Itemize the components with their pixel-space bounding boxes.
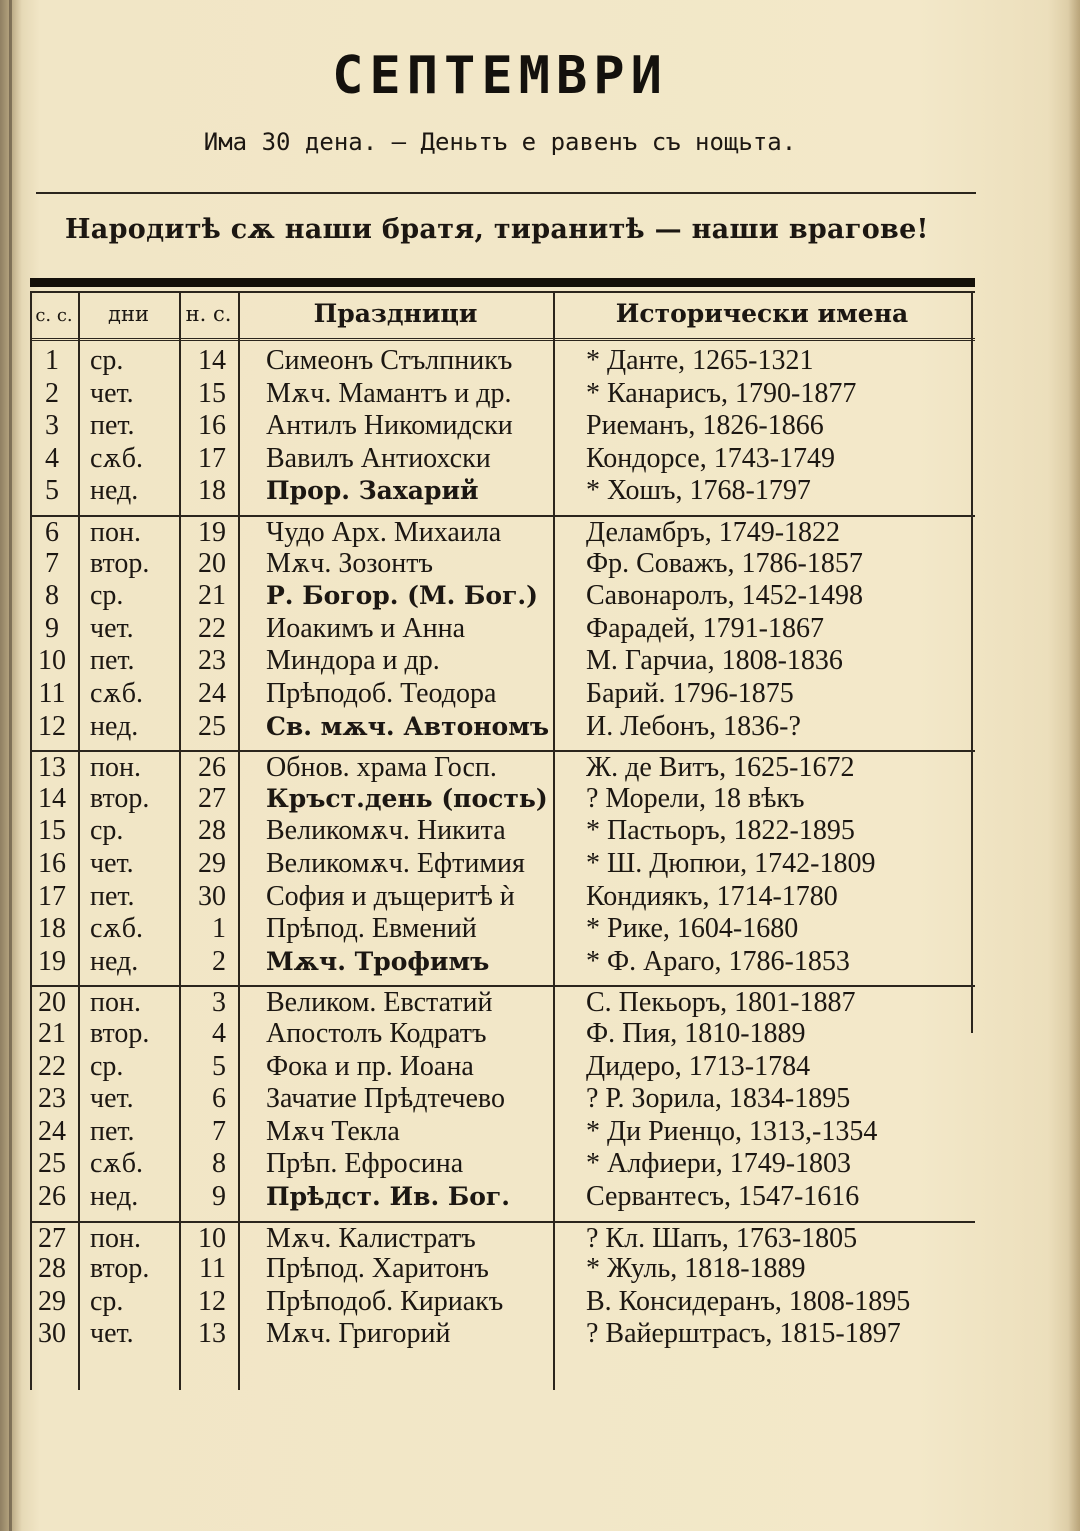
table-row	[30, 985, 975, 1019]
row-date: 7	[212, 1115, 226, 1147]
row-day: пон.	[90, 987, 141, 1019]
row-feast: Зачатие Прѣдтечево	[266, 1083, 505, 1115]
row-history: Барий. 1796-1875	[586, 678, 794, 709]
table-row	[30, 1051, 975, 1083]
table-row	[30, 1286, 975, 1318]
table-row	[30, 1148, 975, 1180]
row-num: 13	[38, 752, 66, 784]
row-history: И. Лебонъ, 1836-?	[586, 710, 801, 742]
row-history: * Жуль, 1818-1889	[586, 1253, 806, 1285]
row-day: нед.	[90, 945, 139, 977]
row-num: 5	[45, 475, 59, 507]
row-history: Савонаролъ, 1452-1498	[586, 580, 863, 612]
row-day: сѫб.	[90, 442, 144, 474]
header-num: с. с.	[35, 305, 73, 326]
row-history: Ф. Пия, 1810-1889	[586, 1018, 806, 1049]
row-day: чет.	[90, 1318, 134, 1350]
row-num: 25	[38, 1148, 66, 1180]
row-feast: Р. Богор. (М. Бог.)	[266, 581, 538, 611]
table-row	[30, 1318, 975, 1350]
row-feast: Мѫч. Зозонтъ	[266, 547, 433, 579]
row-num: 28	[38, 1253, 66, 1285]
row-num: 26	[38, 1181, 66, 1212]
row-history: * Ф. Араго, 1786-1853	[586, 945, 850, 977]
row-num: 23	[38, 1083, 66, 1115]
row-date: 6	[212, 1083, 226, 1115]
row-day: нед.	[90, 475, 139, 507]
row-num: 21	[38, 1018, 66, 1049]
row-day: сѫб.	[90, 1148, 144, 1180]
row-history: В. Консидеранъ, 1808-1895	[586, 1285, 911, 1317]
row-history: Фр. Соважъ, 1786-1857	[586, 547, 863, 579]
header-day: дни	[108, 302, 149, 326]
row-date: 25	[198, 710, 226, 742]
row-day: ср.	[90, 1050, 124, 1082]
row-date: 1	[212, 913, 226, 945]
row-day: пет.	[90, 410, 135, 442]
table-row	[30, 848, 975, 880]
row-history: * Канарисъ, 1790-1877	[586, 377, 857, 409]
row-feast: Прѣподоб. Кириакъ	[266, 1285, 504, 1317]
row-num: 30	[38, 1318, 66, 1350]
row-history: ? Вайерштрасъ, 1815-1897	[586, 1318, 901, 1350]
table-row	[30, 345, 975, 377]
row-day: чет.	[90, 848, 134, 879]
row-num: 11	[38, 678, 66, 709]
row-date: 11	[199, 1253, 226, 1285]
row-feast: Прѣдст. Ив. Бог.	[266, 1182, 510, 1211]
row-history: Фарадей, 1791-1867	[586, 612, 824, 644]
row-num: 24	[38, 1115, 66, 1147]
divider-rule	[36, 192, 976, 194]
motto: Народитѣ сѫ наши братя, тиранитѣ — наши врагове!	[65, 214, 929, 245]
row-day: пет.	[90, 880, 135, 912]
row-date: 13	[198, 1318, 226, 1350]
table-row	[30, 443, 975, 475]
row-num: 1	[45, 345, 59, 376]
row-history: Кондиякъ, 1714-1780	[586, 880, 838, 912]
row-feast: Мѫч. Калистратъ	[266, 1222, 476, 1254]
row-date: 29	[198, 848, 226, 879]
row-feast: Вавилъ Антиохски	[266, 442, 491, 474]
row-num: 6	[45, 517, 59, 548]
table-row	[30, 783, 975, 815]
row-feast: Св. мѫч. Автономъ	[266, 711, 550, 741]
row-date: 21	[198, 580, 226, 612]
row-history: Ж. де Витъ, 1625-1672	[586, 752, 855, 784]
table-header	[30, 293, 975, 341]
row-num: 12	[38, 710, 66, 742]
table-row	[30, 1083, 975, 1115]
row-feast: Мѫч. Григорий	[266, 1318, 451, 1350]
row-day: ср.	[90, 1285, 124, 1317]
row-history: ? Морели, 18 вѣкъ	[586, 782, 805, 814]
row-history: * Данте, 1265-1321	[586, 345, 814, 376]
row-num: 17	[38, 880, 66, 912]
row-date: 22	[198, 612, 226, 644]
row-date: 15	[198, 377, 226, 409]
row-day: сѫб.	[90, 678, 144, 709]
book-spine-edge	[9, 0, 12, 1531]
row-feast: Обнов. храма Госп.	[266, 752, 497, 784]
calendar-table	[30, 293, 975, 1390]
table-row	[30, 515, 975, 549]
row-num: 8	[45, 580, 59, 612]
row-day: пет.	[90, 645, 135, 677]
row-day: ср.	[90, 580, 124, 612]
table-row	[30, 645, 975, 677]
row-day: втор.	[90, 547, 150, 579]
table-row	[30, 678, 975, 710]
row-feast: Мѫч. Трофимъ	[266, 946, 490, 976]
table-row	[30, 1181, 975, 1213]
row-date: 10	[198, 1222, 226, 1254]
row-date: 16	[198, 410, 226, 442]
row-history: Кондорсе, 1743-1749	[586, 442, 836, 474]
row-feast: Чудо Арх. Михаила	[266, 517, 502, 548]
row-feast: Прѣп. Ефросина	[266, 1148, 464, 1180]
table-row	[30, 580, 975, 612]
row-day: ср.	[90, 345, 124, 376]
row-feast: Кръст.день (пость)	[266, 783, 548, 813]
row-date: 2	[212, 945, 226, 977]
row-date: 3	[212, 987, 226, 1019]
row-history: * Ш. Дюпюи, 1742-1809	[586, 848, 876, 879]
row-num: 2	[45, 377, 59, 409]
table-row	[30, 1018, 975, 1050]
row-feast: Мѫч Текла	[266, 1115, 400, 1147]
table-row	[30, 1221, 975, 1255]
row-num: 22	[38, 1050, 66, 1082]
row-num: 15	[38, 815, 66, 847]
row-date: 20	[198, 547, 226, 579]
row-num: 14	[38, 782, 66, 814]
row-date: 24	[198, 678, 226, 709]
table-row	[30, 946, 975, 978]
table-row	[30, 1253, 975, 1285]
row-feast: Мѫч. Мамантъ и др.	[266, 377, 512, 409]
row-feast: Симеонъ Стълпникъ	[266, 345, 513, 376]
row-day: пон.	[90, 1222, 141, 1254]
row-date: 23	[198, 645, 226, 677]
table-row	[30, 913, 975, 945]
row-num: 10	[38, 645, 66, 677]
row-day: пон.	[90, 517, 141, 548]
row-num: 27	[38, 1222, 66, 1254]
table-row	[30, 711, 975, 743]
row-history: М. Гарчиа, 1808-1836	[586, 645, 843, 677]
table-row	[30, 548, 975, 580]
row-feast: Великомѫч. Ефтимия	[266, 848, 525, 879]
row-date: 30	[198, 880, 226, 912]
row-day: пет.	[90, 1115, 135, 1147]
row-feast: Антилъ Никомидски	[266, 410, 513, 442]
page-edge-shadow	[1068, 0, 1080, 1531]
row-day: втор.	[90, 1253, 150, 1285]
row-feast: Прѣпод. Харитонъ	[266, 1253, 489, 1285]
row-num: 4	[45, 442, 59, 474]
row-feast: Фока и пр. Иоана	[266, 1050, 474, 1082]
table-row	[30, 750, 975, 784]
row-date: 27	[198, 782, 226, 814]
row-history: Дидеро, 1713-1784	[586, 1050, 811, 1082]
row-history: Деламбръ, 1749-1822	[586, 517, 841, 548]
row-date: 5	[212, 1050, 226, 1082]
month-title: СЕПТЕМВРИ	[332, 46, 668, 106]
table-top-rule	[30, 278, 975, 287]
row-history: * Ди Риенцо, 1313,-1354	[586, 1115, 878, 1147]
row-num: 16	[38, 848, 66, 879]
row-day: чет.	[90, 1083, 134, 1115]
row-day: втор.	[90, 1018, 150, 1049]
header-history: Исторически имена	[615, 299, 909, 328]
row-num: 7	[45, 547, 59, 579]
row-date: 12	[198, 1285, 226, 1317]
table-row	[30, 1116, 975, 1148]
row-day: ср.	[90, 815, 124, 847]
row-date: 14	[198, 345, 226, 376]
header-date: н. с.	[185, 302, 232, 326]
row-history: Риеманъ, 1826-1866	[586, 410, 824, 442]
row-date: 19	[198, 517, 226, 548]
row-history: Сервантесъ, 1547-1616	[586, 1181, 860, 1212]
row-num: 29	[38, 1285, 66, 1317]
row-day: чет.	[90, 377, 134, 409]
row-date: 8	[212, 1148, 226, 1180]
row-history: С. Пекьоръ, 1801-1887	[586, 987, 856, 1019]
header-feast: Праздници	[313, 299, 478, 328]
row-day: нед.	[90, 710, 139, 742]
row-feast: Великом. Евстатий	[266, 987, 493, 1019]
row-date: 17	[198, 442, 226, 474]
row-feast: Иоакимъ и Анна	[266, 612, 466, 644]
table-row	[30, 881, 975, 913]
table-row	[30, 410, 975, 442]
table-row	[30, 475, 975, 507]
row-feast: Апостолъ Кодратъ	[266, 1018, 487, 1049]
row-day: втор.	[90, 782, 150, 814]
row-num: 19	[38, 945, 66, 977]
table-row	[30, 378, 975, 410]
row-date: 18	[198, 475, 226, 507]
row-feast: Великомѫч. Никита	[266, 815, 506, 847]
month-subtitle: Има 30 дена. — Деньтъ е равенъ съ нощьта.	[203, 128, 797, 156]
row-feast: Прѣпод. Евмений	[266, 913, 477, 945]
table-row	[30, 613, 975, 645]
row-history: ? Р. Зорила, 1834-1895	[586, 1083, 851, 1115]
table-row	[30, 815, 975, 847]
row-date: 26	[198, 752, 226, 784]
row-feast: Прѣподоб. Теодора	[266, 678, 497, 709]
row-date: 4	[212, 1018, 226, 1049]
row-feast: Миндора и др.	[266, 645, 440, 677]
row-date: 9	[212, 1181, 226, 1212]
row-day: чет.	[90, 612, 134, 644]
row-day: нед.	[90, 1181, 139, 1212]
row-feast: Прор. Захарий	[266, 476, 479, 506]
row-num: 3	[45, 410, 59, 442]
row-num: 9	[45, 612, 59, 644]
row-num: 20	[38, 987, 66, 1019]
row-history: * Рике, 1604-1680	[586, 913, 799, 945]
row-num: 18	[38, 913, 66, 945]
row-history: * Пастьоръ, 1822-1895	[586, 815, 855, 847]
row-date: 28	[198, 815, 226, 847]
row-history: * Алфиери, 1749-1803	[586, 1148, 852, 1180]
row-day: сѫб.	[90, 913, 144, 945]
row-day: пон.	[90, 752, 141, 784]
row-history: ? Кл. Шапъ, 1763-1805	[586, 1222, 858, 1254]
row-history: * Хошъ, 1768-1797	[586, 475, 811, 507]
row-feast: София и дъщеритѣ ѝ	[266, 880, 515, 912]
